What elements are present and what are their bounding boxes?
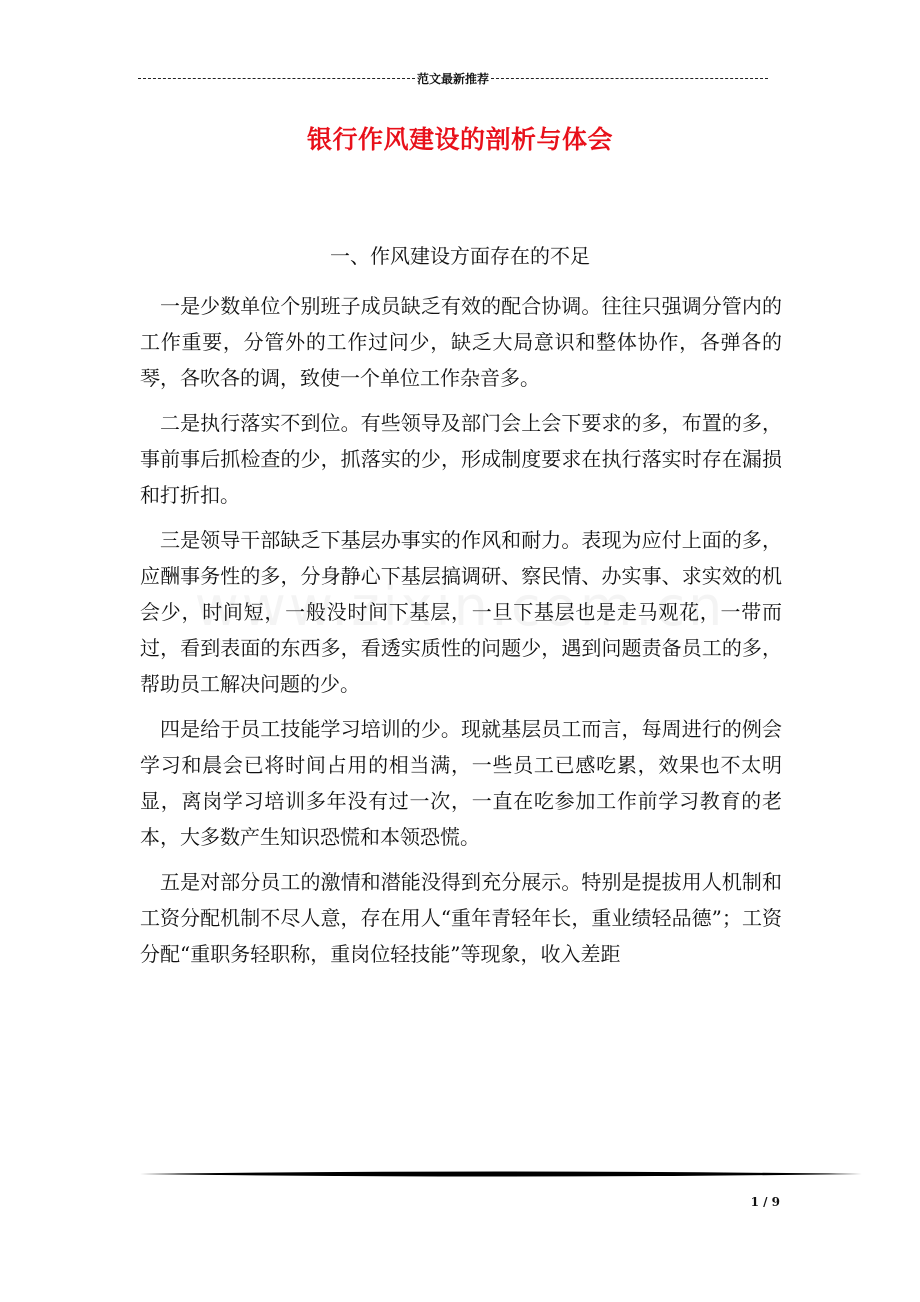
paragraph-1: 一是少数单位个别班子成员缺乏有效的配合协调。往往只强调分管内的工作重要，分管外的工作过问少，缺乏大局意识和整体协作，各弹各的琴，各吹各的调，致使一个单位工作杂音多。	[140, 294, 782, 390]
paragraph-5: 五是对部分员工的激情和潜能没得到充分展示。特别是提拔用人机制和工资分配机制不尽人意，存在用人“重年青轻年长，重业绩轻品德”；工资分配“重职务轻职称，重岗位轻技能”等现象，收入差距	[140, 870, 782, 966]
document-body	[140, 288, 782, 981]
document-title: 银行作风建设的剖析与体会	[306, 125, 613, 154]
header-dash-left	[138, 78, 415, 79]
paragraph-3: 三是领导干部缺乏下基层办事实的作风和耐力。表现为应付上面的多，应酬事务性的多，分身静心下基层搞调研、察民情、办实事、求实效的机会少，时间短，一般没时间下基层，一旦下基层也是走马观花，一带而过，看到表面的东西多，看透实质性的问题少，遇到问题责备员工的多，帮助员工解决问题的少。	[140, 528, 782, 696]
paragraph-2: 二是执行落实不到位。有些领导及部门会上会下要求的多，布置的多，事前事后抓检查的少，抓落实的少，形成制度要求在执行落实时存在漏损和打折扣。	[140, 411, 782, 507]
header-dash-right	[491, 78, 768, 79]
section-heading: 一、作风建设方面存在的不足	[330, 244, 590, 268]
paragraph-4: 四是给于员工技能学习培训的少。现就基层员工而言，每周进行的例会学习和晨会已将时间占用的相当满，一些员工已感吃累，效果也不太明显，离岗学习培训多年没有过一次，一直在吃参加工作前学习教育的老本，大多数产生知识恐慌和本领恐慌。	[140, 717, 782, 849]
footer-rule-stroke	[140, 1172, 862, 1177]
page-number: 1 / 9	[750, 1195, 780, 1209]
header-label: 范文最新推荐	[417, 71, 490, 86]
footer-rule	[140, 1170, 862, 1178]
page-header	[138, 68, 768, 88]
